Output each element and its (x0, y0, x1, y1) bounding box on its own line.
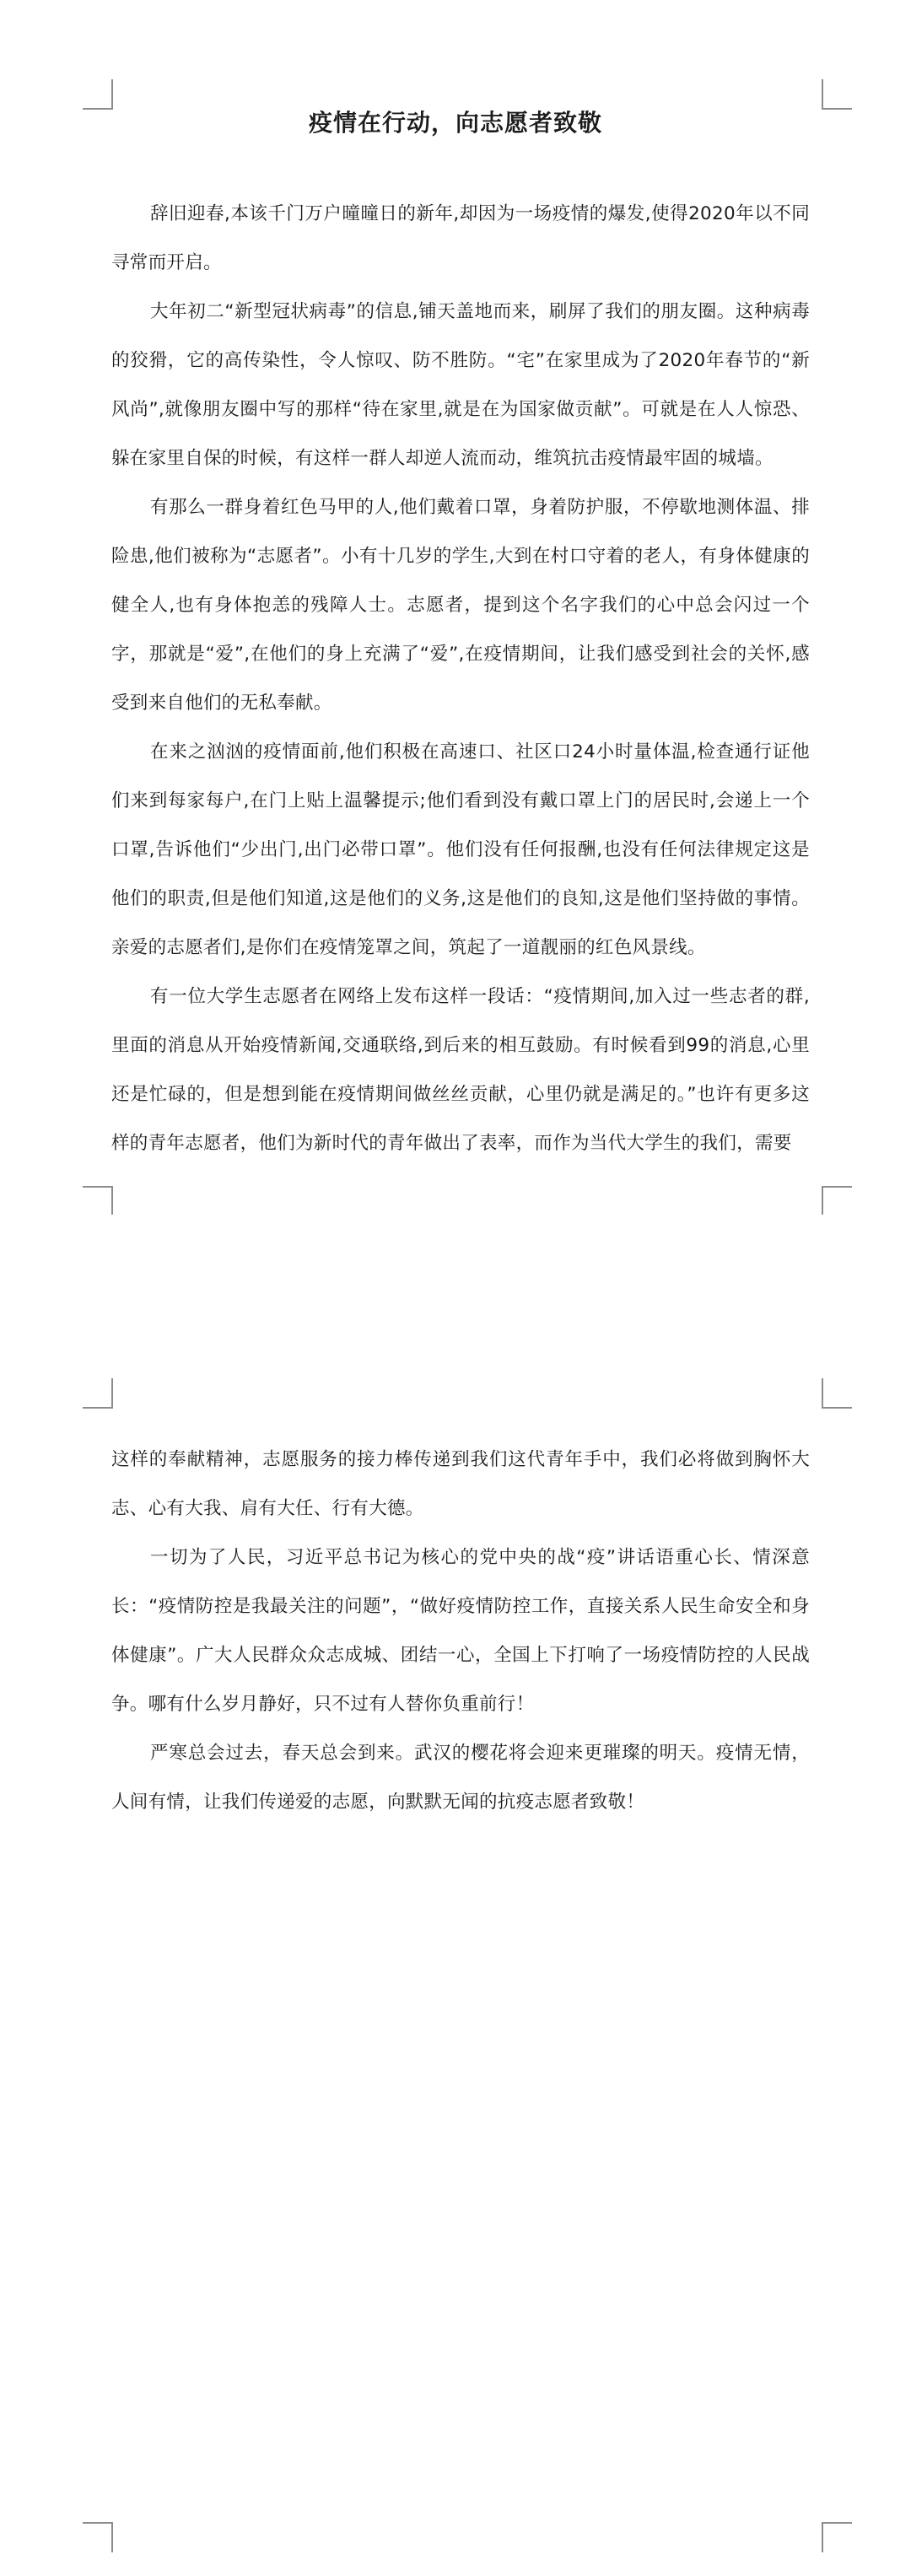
margin-corner-bottom-right (822, 2522, 852, 2552)
margin-corner-top-left (83, 79, 113, 110)
document-page-1 (0, 0, 911, 1215)
paragraph: 有一位大学生志愿者在网络上发布这样一段话：“疫情期间,加入过一些志者的群,里面的消息从开始疫情新闻,交通联络,到后来的相互鼓励。有时候看到99的消息,心里还是忙碌的，但是想到能在疫情期间做丝丝贡献，心里仍就是满足的。”也许有更多这样的青年志愿者，他们为新时代的青年做出了表率，而作为当代大学生的我们，需要 (111, 986, 810, 1154)
margin-corner-bottom-left (83, 2522, 113, 2552)
page-2-body (111, 1436, 810, 1827)
page-1-body (111, 190, 810, 1168)
margin-corner-top-left (83, 1378, 113, 1409)
paragraph: 一切为了人民，习近平总书记为核心的党中央的战“疫”讲话语重心长、情深意长：“疫情防控是我最关注的问题”，“做好疫情防控工作，直接关系人民生命安全和身体健康”。广大人民群众众志成城、团结一心，全国上下打响了一场疫情防控的人民战争。哪有什么岁月静好，只不过有人替你负重前行！ (111, 1547, 810, 1715)
paragraph: 大年初二“新型冠状病毒”的信息,铺天盖地而来，刷屏了我们的朋友圈。这种病毒的狡猾，它的高传染性，令人惊叹、防不胜防。“宅”在家里成为了2020年春节的“新风尚”,就像朋友圈中写的那样“待在家里,就是在为国家做贡献”。可就是在人人惊恐、躲在家里自保的时候，有这样一群人却逆人流而动，维筑抗击疫情最牢固的城墙。 (111, 301, 810, 469)
paragraph: 辞旧迎春,本该千门万户曈曈日的新年,却因为一场疫情的爆发,使得2020年以不同寻常而开启。 (111, 203, 810, 273)
paragraph: 有那么一群身着红色马甲的人,他们戴着口罩，身着防护服，不停歇地测体温、排险患,他们被称为“志愿者”。小有十几岁的学生,大到在村口守着的老人，有身体健康的健全人,也有身体抱恙的残障人士。志愿者，提到这个名字我们的心中总会闪过一个字，那就是“爱”,在他们的身上充满了“爱”,在疫情期间，让我们感受到社会的关怀,感受到来自他们的无私奉献。 (111, 497, 810, 714)
document-page-2 (0, 1350, 911, 2576)
margin-corner-top-right (822, 1378, 852, 1409)
paragraph: 这样的奉献精神，志愿服务的接力棒传递到我们这代青年手中，我们必将做到胸怀大志、心有大我、肩有大任、行有大德。 (111, 1449, 810, 1519)
margin-corner-top-right (822, 79, 852, 110)
margin-corner-bottom-left (83, 1186, 113, 1216)
paragraph: 在来之汹汹的疫情面前,他们积极在高速口、社区口24小时量体温,检查通行证他们来到每家每户,在门上贴上温馨提示;他们看到没有戴口罩上门的居民时,会递上一个口罩,告诉他们“少出门,出门必带口罩”。他们没有任何报酬,也没有任何法律规定这是他们的职责,但是他们知道,这是他们的义务,这是他们的良知,这是他们坚持做的事情。亲爱的志愿者们,是你们在疫情笼罩之间，筑起了一道靓丽的红色风景线。 (111, 741, 810, 958)
document-title: 疫情在行动，向志愿者致敬 (308, 109, 602, 137)
page-gap (0, 1215, 911, 1350)
margin-corner-bottom-right (822, 1186, 852, 1216)
paragraph: 严寒总会过去，春天总会到来。武汉的樱花将会迎来更璀璨的明天。疫情无情，人间有情，让我们传递爱的志愿，向默默无闻的抗疫志愿者致敬！ (111, 1743, 810, 1813)
